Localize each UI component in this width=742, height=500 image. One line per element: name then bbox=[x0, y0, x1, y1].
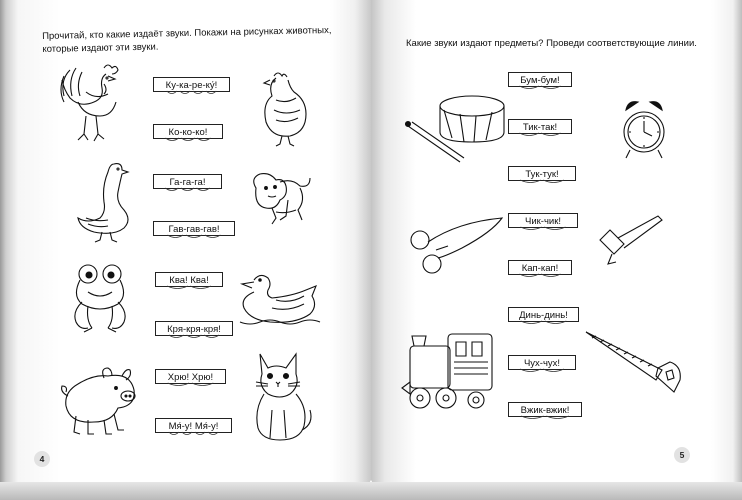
syllable-arcs bbox=[156, 334, 232, 340]
hen-icon[interactable] bbox=[252, 68, 312, 148]
syllable-arc bbox=[205, 235, 220, 238]
syllable-arc bbox=[197, 188, 210, 191]
syllable-arc bbox=[169, 335, 184, 338]
syllable-arcs bbox=[154, 234, 234, 240]
syllable-arcs bbox=[154, 137, 222, 143]
syllable-arc bbox=[192, 383, 213, 386]
book-bottom-edge bbox=[0, 482, 742, 500]
syllable-arc bbox=[193, 91, 203, 94]
label-kukareku: Ку-ка-ре-ку́! bbox=[153, 77, 230, 92]
left-page-number: 4 bbox=[34, 451, 50, 467]
label-khryukhryu: Хрю! Хрю! bbox=[155, 369, 226, 384]
goose-icon[interactable] bbox=[74, 160, 136, 244]
syllable-arc bbox=[545, 321, 566, 324]
syllable-arcs bbox=[509, 132, 571, 138]
hammer-icon[interactable] bbox=[596, 210, 666, 268]
syllable-arc bbox=[208, 432, 218, 435]
label-dindin: Динь-динь! bbox=[508, 307, 579, 322]
label-kryakrya: Кря-кря-кря! bbox=[155, 321, 233, 336]
right-page-number: 5 bbox=[674, 447, 690, 463]
syllable-arc bbox=[544, 227, 565, 230]
rooster-icon[interactable] bbox=[56, 62, 136, 154]
syllable-arc bbox=[197, 138, 210, 141]
drum-icon[interactable] bbox=[404, 92, 510, 168]
syllable-arc bbox=[541, 274, 560, 277]
syllable-arc bbox=[206, 91, 216, 94]
syllable-arc bbox=[543, 180, 563, 183]
syllable-arc bbox=[181, 188, 194, 191]
syllable-arc bbox=[520, 86, 539, 89]
syllable-arc bbox=[541, 133, 560, 136]
syllable-arc bbox=[181, 138, 194, 141]
syllable-arcs bbox=[156, 285, 222, 291]
syllable-arc bbox=[186, 235, 201, 238]
syllable-arc bbox=[521, 416, 543, 419]
syllable-arcs bbox=[154, 90, 229, 96]
syllable-arc bbox=[187, 335, 202, 338]
syllable-arcs bbox=[509, 368, 575, 374]
syllable-arcs bbox=[509, 85, 571, 91]
syllable-arcs bbox=[509, 179, 575, 185]
label-vzhikvzhik: Вжик-вжик! bbox=[508, 402, 582, 417]
syllable-arc bbox=[541, 86, 560, 89]
label-myau: Мя́-у! Мя́-у! bbox=[155, 418, 232, 433]
cat-icon[interactable] bbox=[250, 350, 316, 444]
label-chikchik: Чик-чик! bbox=[508, 213, 578, 228]
syllable-arc bbox=[190, 286, 210, 289]
syllable-arc bbox=[520, 369, 540, 372]
syllable-arc bbox=[195, 432, 205, 435]
syllable-arc bbox=[520, 133, 539, 136]
puppy-icon[interactable] bbox=[242, 168, 316, 238]
label-kvakva: Ква! Ква! bbox=[155, 272, 223, 287]
syllable-arc bbox=[168, 383, 189, 386]
syllable-arc bbox=[169, 432, 179, 435]
syllable-arc bbox=[543, 369, 563, 372]
label-chukhchukh: Чух-чух! bbox=[508, 355, 576, 370]
label-gagaga: Га-га-га! bbox=[153, 174, 222, 189]
right-instruction: Какие звуки издают предметы? Проведи соответствующие линии. bbox=[406, 38, 697, 49]
label-kapkap: Кап-кап! bbox=[508, 260, 572, 275]
syllable-arc bbox=[166, 138, 179, 141]
scissors-icon[interactable] bbox=[406, 214, 506, 282]
syllable-arc bbox=[521, 321, 542, 324]
syllable-arcs bbox=[156, 431, 231, 437]
label-bumbum: Бум-бум! bbox=[508, 72, 572, 87]
duck-icon[interactable] bbox=[236, 270, 326, 332]
syllable-arc bbox=[204, 335, 219, 338]
syllable-arcs bbox=[509, 415, 581, 421]
syllable-arc bbox=[521, 227, 542, 230]
pig-icon[interactable] bbox=[58, 366, 142, 440]
frog-icon[interactable] bbox=[68, 262, 132, 336]
syllable-arc bbox=[182, 432, 192, 435]
label-tuktuk: Тук-тук! bbox=[508, 166, 576, 181]
syllable-arcs bbox=[509, 273, 571, 279]
syllable-arcs bbox=[154, 187, 221, 193]
syllable-arc bbox=[520, 180, 540, 183]
label-kokoko: Ко-ко-ко! bbox=[153, 124, 223, 139]
label-tiktak: Тик-так! bbox=[508, 119, 572, 134]
label-gavgavgav: Гав-гав-гав! bbox=[153, 221, 235, 236]
syllable-arc bbox=[167, 286, 187, 289]
syllable-arcs bbox=[509, 320, 578, 326]
train-icon[interactable] bbox=[398, 326, 498, 418]
syllable-arc bbox=[167, 91, 177, 94]
left-instruction: Прочитай, кто какие издаёт звуки. Покажи на рисунках животных, которые издают эти звуки. bbox=[42, 24, 332, 55]
syllable-arc bbox=[168, 235, 183, 238]
alarm-clock-icon[interactable] bbox=[620, 96, 668, 166]
syllable-arc bbox=[165, 188, 178, 191]
syllable-arc bbox=[180, 91, 190, 94]
syllable-arcs bbox=[509, 226, 577, 232]
syllable-arcs bbox=[156, 382, 225, 388]
syllable-arc bbox=[520, 274, 539, 277]
syllable-arc bbox=[546, 416, 568, 419]
saw-icon[interactable] bbox=[584, 328, 686, 394]
